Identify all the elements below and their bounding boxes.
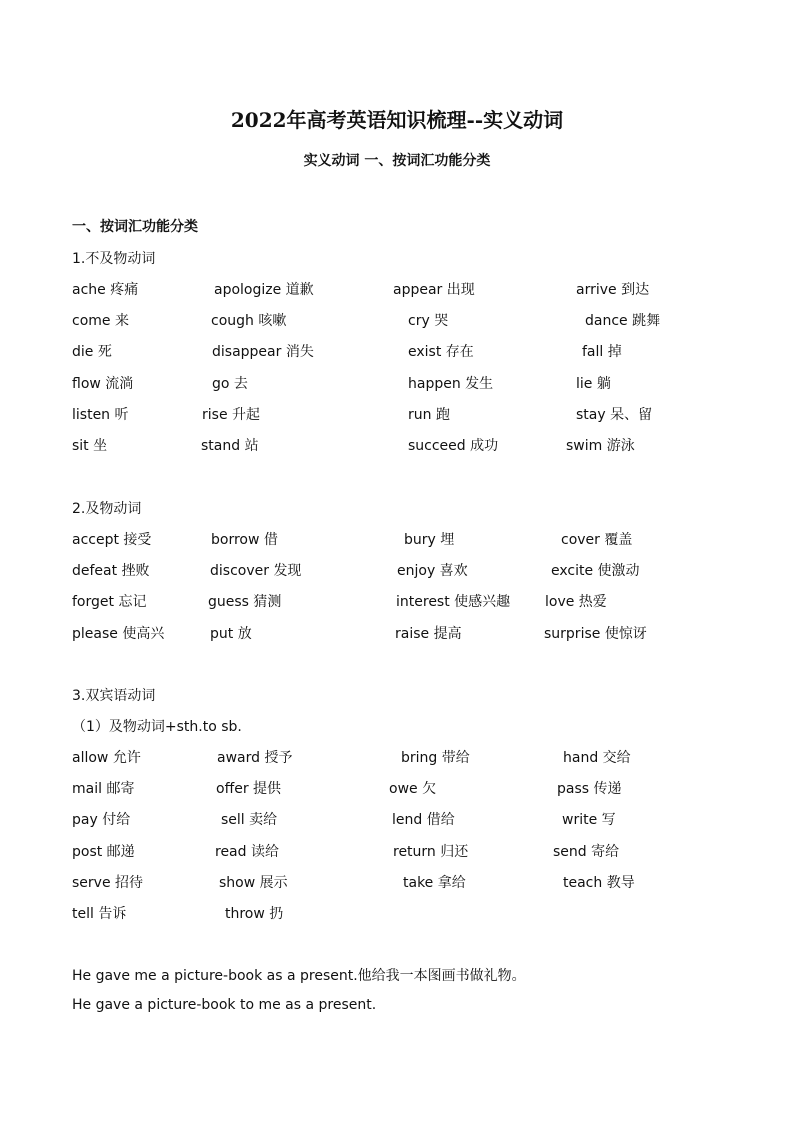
- vocab-entry: take 拿给: [403, 874, 466, 891]
- vocab-entry: pass 传递: [557, 781, 622, 798]
- vocab-entry: throw 扔: [225, 906, 284, 922]
- vocab-entry: interest 使感兴趣: [396, 594, 511, 611]
- vocab-entry: go 去: [212, 375, 248, 392]
- vocab-entry: accept 接受: [72, 532, 152, 548]
- vocab-entry: die 死: [72, 344, 112, 361]
- vocab-row: [0, 903, 794, 923]
- vocab-entry: swim 游泳: [566, 438, 635, 454]
- vocab-entry: ache 疼痛: [72, 282, 139, 298]
- vocab-entry: guess 猜测: [208, 594, 282, 611]
- vocab-entry: fall 掉: [582, 344, 622, 361]
- vocab-entry: show 展示: [219, 874, 288, 891]
- transitive-heading: 2.及物动词: [72, 501, 142, 517]
- vocab-entry: excite 使激动: [551, 563, 640, 580]
- vocab-row: [0, 435, 794, 455]
- vocab-row: [0, 591, 794, 611]
- vocab-entry: lie 躺: [576, 375, 611, 392]
- vocab-row: [0, 623, 794, 643]
- vocab-entry: offer 提供: [216, 781, 282, 798]
- vocab-entry: sit 坐: [72, 438, 108, 454]
- ditransitive-heading: 3.双宾语动词: [72, 688, 156, 704]
- vocab-entry: please 使高兴: [72, 625, 165, 642]
- vocab-entry: teach 教导: [563, 874, 635, 891]
- example-sentence-1: He gave me a picture-book as a present.他给我一本图画书做礼物。: [72, 968, 526, 984]
- vocab-entry: discover 发现: [210, 563, 302, 580]
- vocab-entry: return 归还: [393, 843, 469, 860]
- vocab-entry: put 放: [210, 625, 252, 642]
- vocab-entry: run 跑: [408, 406, 450, 423]
- vocab-row: [0, 404, 794, 424]
- vocab-entry: borrow 借: [211, 532, 278, 548]
- vocab-entry: send 寄给: [553, 843, 620, 860]
- vocab-entry: pay 付给: [72, 812, 131, 829]
- vocab-entry: sell 卖给: [221, 812, 278, 829]
- vocab-entry: award 授予: [217, 750, 293, 766]
- vocab-entry: owe 欠: [389, 781, 437, 798]
- vocab-entry: stay 呆、留: [576, 406, 653, 423]
- example-sentence-2: He gave a picture-book to me as a present.: [72, 997, 377, 1013]
- vocab-entry: lend 借给: [392, 812, 455, 829]
- vocab-entry: come 来: [72, 313, 129, 330]
- vocab-entry: dance 跳舞: [585, 313, 661, 330]
- vocab-entry: exist 存在: [408, 344, 474, 361]
- vocab-entry: write 写: [562, 812, 616, 829]
- vocab-row: [0, 310, 794, 330]
- vocab-entry: stand 站: [201, 438, 259, 454]
- vocab-entry: raise 提高: [395, 625, 462, 642]
- vocab-row: [0, 809, 794, 829]
- vocab-entry: cry 哭: [408, 313, 449, 330]
- vocab-row: [0, 373, 794, 393]
- vocab-entry: cough 咳嗽: [211, 313, 287, 330]
- vocab-row: [0, 341, 794, 361]
- vocab-row: [0, 560, 794, 580]
- vocab-entry: post 邮递: [72, 843, 135, 860]
- vocab-entry: happen 发生: [408, 375, 494, 392]
- vocab-row: [0, 872, 794, 892]
- vocab-entry: rise 升起: [202, 406, 261, 423]
- vocab-row: [0, 529, 794, 549]
- vocab-entry: serve 招待: [72, 874, 144, 891]
- vocab-entry: disappear 消失: [212, 344, 314, 361]
- section-heading: 一、按词汇功能分类: [72, 219, 198, 235]
- vocab-entry: succeed 成功: [408, 438, 499, 454]
- vocab-entry: read 读给: [215, 843, 279, 860]
- vocab-entry: apologize 道歉: [214, 282, 314, 298]
- vocab-entry: flow 流淌: [72, 375, 134, 392]
- document-title: 2022年高考英语知识梳理--实义动词: [230, 108, 564, 132]
- ditransitive-subheading: （1）及物动词+sth.to sb.: [72, 719, 242, 735]
- document-subtitle: 实义动词 一、按词汇功能分类: [303, 153, 491, 169]
- vocab-entry: cover 覆盖: [561, 532, 633, 548]
- vocab-entry: surprise 使惊讶: [544, 625, 647, 642]
- vocab-entry: enjoy 喜欢: [397, 563, 468, 580]
- vocab-row: [0, 841, 794, 861]
- vocab-row: [0, 778, 794, 798]
- vocab-entry: bury 埋: [404, 532, 455, 548]
- vocab-entry: listen 听: [72, 406, 129, 423]
- vocab-entry: bring 带给: [401, 750, 470, 766]
- intransitive-heading: 1.不及物动词: [72, 251, 156, 267]
- vocab-entry: appear 出现: [393, 282, 475, 298]
- vocab-entry: defeat 挫败: [72, 563, 150, 580]
- vocab-entry: hand 交给: [563, 750, 631, 766]
- vocab-entry: tell 告诉: [72, 906, 127, 922]
- vocab-entry: love 热爱: [545, 594, 607, 611]
- vocab-row: [0, 747, 794, 767]
- vocab-entry: allow 允许: [72, 750, 141, 766]
- vocab-entry: forget 忘记: [72, 594, 147, 611]
- vocab-entry: arrive 到达: [576, 282, 650, 298]
- vocab-row: [0, 279, 794, 299]
- vocab-entry: mail 邮寄: [72, 781, 135, 798]
